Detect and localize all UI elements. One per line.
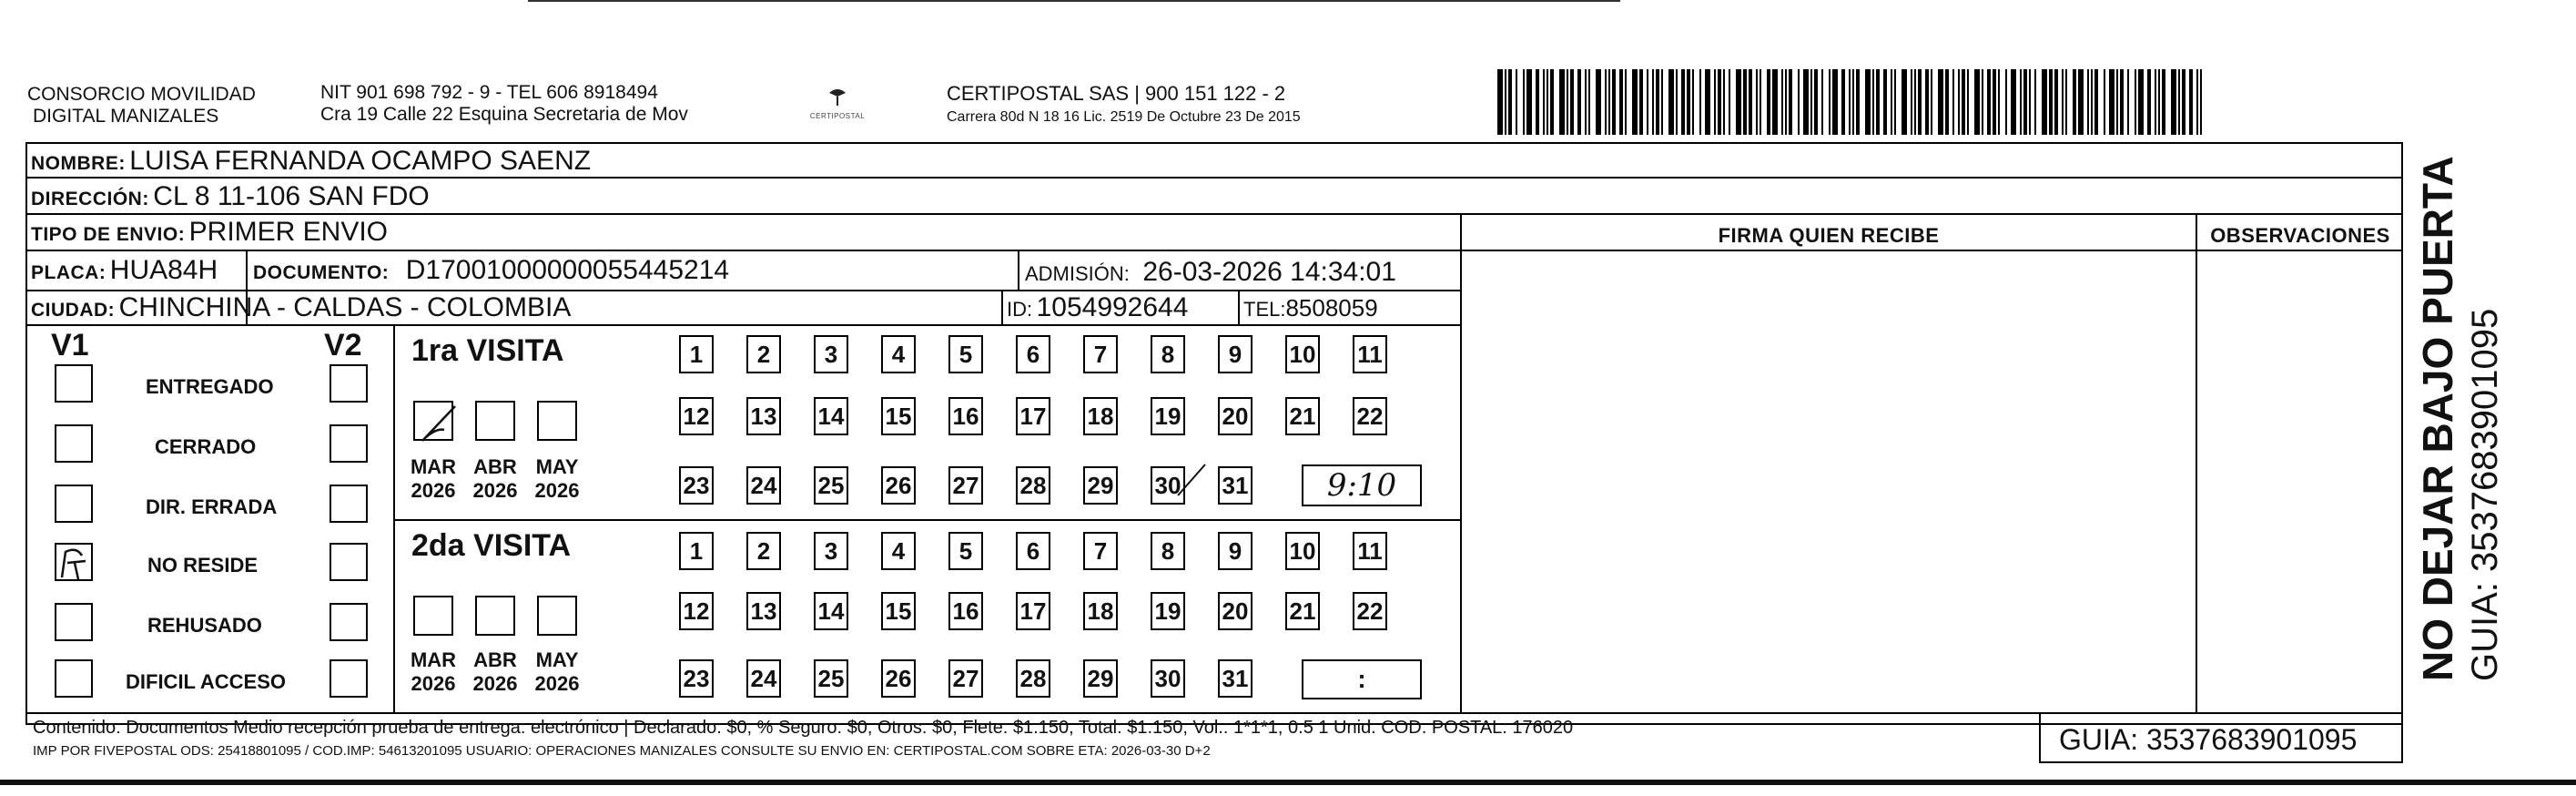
barcode-bar <box>1608 69 1610 135</box>
barcode-bar <box>1902 69 1907 135</box>
day-checkbox[interactable]: 27 <box>948 466 983 505</box>
month-label <box>406 455 461 503</box>
day-checkbox[interactable]: 13 <box>746 397 781 435</box>
month-checkbox[interactable] <box>475 596 515 636</box>
imp-text: IMP POR FIVEPOSTAL ODS: 25418801095 / COD.IMP: 54613201095 USUARIO: OPERACIONES MANIZALES CONSULTE SU ENVIO EN: CERTIPOSTAL.COM SOBRE ETA: 2026-03-30 D+2 <box>33 743 1211 759</box>
col-line <box>1001 290 1003 324</box>
barcode-bar <box>1962 69 1965 135</box>
day-checkbox[interactable]: 23 <box>679 659 714 698</box>
barcode-bar <box>1785 69 1787 135</box>
month-label <box>530 648 584 696</box>
day-checkbox[interactable]: 16 <box>948 397 983 435</box>
barcode-bar <box>1914 69 1916 135</box>
day-checkbox[interactable]: 5 <box>948 335 983 373</box>
status-label: CERRADO <box>155 435 257 458</box>
admision-label: ADMISIÓN: <box>1025 262 1130 285</box>
day-checkbox[interactable]: 31 <box>1218 659 1253 698</box>
barcode-bar <box>2127 69 2129 135</box>
barcode-bar <box>1681 69 1685 135</box>
day-checkbox[interactable]: 9 <box>1218 532 1253 570</box>
firma-label: FIRMA QUIEN RECIBE <box>1718 224 1940 247</box>
day-checkbox[interactable]: 21 <box>1285 397 1320 435</box>
barcode-bar <box>2011 69 2016 135</box>
courier-info <box>947 82 1301 126</box>
barcode-bar <box>1577 69 1581 135</box>
barcode-bar <box>1714 69 1716 135</box>
day-checkbox[interactable]: 8 <box>1151 532 1185 570</box>
day-checkbox[interactable]: 28 <box>1016 466 1050 505</box>
barcode-bar <box>2073 69 2076 135</box>
barcode-bar <box>2091 69 2093 135</box>
month-label <box>468 648 522 696</box>
day-checkbox[interactable]: 13 <box>746 592 781 630</box>
barcode-bar <box>1547 69 1548 135</box>
status-checkbox-v2[interactable] <box>330 424 368 463</box>
barcode-bar <box>2196 69 2198 135</box>
barcode-bar <box>2200 69 2202 135</box>
first-visit-title: 1ra VISITA <box>411 333 564 368</box>
tipo-envio-field <box>31 217 388 248</box>
pen-strike-icon <box>1174 459 1211 505</box>
id-field <box>1007 292 1188 323</box>
day-checkbox[interactable]: 21 <box>1285 592 1320 630</box>
day-checkbox[interactable]: 30 <box>1151 466 1185 505</box>
status-label: REHUSADO <box>147 614 262 637</box>
ciudad-value: CHINCHINA - CALDAS - COLOMBIA <box>118 292 572 322</box>
status-checkbox-v1[interactable] <box>55 603 93 641</box>
barcode-bar <box>1619 69 1623 135</box>
barcode-bar <box>1570 69 1574 135</box>
month-name: MAR <box>410 648 457 671</box>
day-checkbox[interactable]: 20 <box>1218 397 1253 435</box>
barcode-bar <box>2020 69 2022 135</box>
barcode-bar <box>2116 69 2118 135</box>
bottom-edge-line <box>0 780 2576 785</box>
barcode-bar <box>2029 69 2031 135</box>
barcode-bar <box>2162 69 2165 135</box>
ciudad-field <box>31 292 571 323</box>
placa-field <box>31 255 218 286</box>
barcode-bar <box>1883 69 1887 135</box>
barcode-bar <box>2147 69 2151 135</box>
barcode-bar <box>1567 69 1568 135</box>
barcode-bar <box>1810 69 1812 135</box>
second-time-box <box>1302 659 1422 699</box>
nombre-value: LUISA FERNANDA OCAMPO SAENZ <box>129 146 592 176</box>
barcode-bar <box>1974 69 1980 135</box>
barcode-bar <box>1925 69 1929 135</box>
day-checkbox[interactable]: 25 <box>814 466 848 505</box>
day-checkbox[interactable]: 26 <box>881 659 916 698</box>
company-info <box>320 82 688 126</box>
day-checkbox[interactable]: 15 <box>881 592 916 630</box>
firma-header <box>1462 224 2196 248</box>
barcode-bar <box>1647 69 1648 135</box>
month-name: MAR <box>410 455 457 478</box>
barcode-bar <box>2054 69 2058 135</box>
day-checkbox[interactable]: 11 <box>1353 532 1387 570</box>
month-checkbox[interactable] <box>537 401 577 441</box>
col-line <box>2196 213 2197 712</box>
barcode-bar <box>1526 69 1532 135</box>
barcode-bar <box>2171 69 2176 135</box>
barcode-bar <box>1865 69 1871 135</box>
barcode-bar <box>2189 69 2193 135</box>
barcode-bar <box>1821 69 1823 135</box>
status-label: DIR. ERRADA <box>146 495 278 518</box>
barcode-bar <box>1676 69 1678 135</box>
day-checkbox[interactable]: 6 <box>1016 335 1050 373</box>
barcode-bar <box>1931 69 1932 135</box>
month-year: 2026 <box>534 479 580 502</box>
day-checkbox[interactable]: 4 <box>881 335 916 373</box>
barcode-bar <box>1639 69 1643 135</box>
barcode-bar <box>2138 69 2144 135</box>
address-line: Cra 19 Calle 22 Esquina Secretaria de Mov <box>320 104 688 125</box>
day-checkbox[interactable]: 23 <box>679 466 714 505</box>
barcode-bar <box>1772 69 1778 135</box>
day-checkbox[interactable]: 4 <box>881 532 916 570</box>
barcode-bar <box>1841 69 1845 135</box>
row-line <box>25 213 2403 215</box>
day-checkbox[interactable]: 12 <box>679 397 714 435</box>
company-name <box>27 84 256 128</box>
day-checkbox[interactable]: 29 <box>1083 466 1118 505</box>
day-checkbox[interactable]: 10 <box>1285 335 1320 373</box>
day-checkbox[interactable]: 10 <box>1285 532 1320 570</box>
contenido-text: Contenido: Documentos Medio recepción prueba de entrega: electrónico | Declarado: $0, % Seguro: $0, Otros: $0, Flete: $1.150, Total: $1.150, Vol.: 1*1*1, 0.5 1 Unid. COD. POSTAL: 176020 <box>33 718 1574 738</box>
day-checkbox[interactable]: 29 <box>1083 659 1118 698</box>
side-guia-text: GUIA: 3537683901095 <box>2465 308 2505 681</box>
barcode-bar <box>1876 69 1880 135</box>
barcode-bar <box>1699 69 1701 135</box>
barcode-bar <box>1596 69 1601 135</box>
admision-field <box>1025 257 1396 288</box>
barcode-bar <box>1872 69 1874 135</box>
barcode-bar <box>2065 69 2067 135</box>
barcode-bar <box>1945 69 1949 135</box>
barcode-bar <box>1559 69 1565 135</box>
month-name: MAY <box>535 455 579 478</box>
observaciones-label: OBSERVACIONES <box>2210 224 2390 247</box>
day-checkbox[interactable]: 1 <box>679 532 714 570</box>
barcode-bar <box>1958 69 1960 135</box>
status-checkbox-v1[interactable] <box>55 659 93 698</box>
day-checkbox[interactable]: 27 <box>948 659 983 698</box>
month-year: 2026 <box>534 672 580 695</box>
observaciones-header <box>2197 224 2403 248</box>
day-checkbox[interactable]: 9 <box>1218 335 1253 373</box>
month-name: ABR <box>473 648 517 671</box>
barcode-bar <box>1856 69 1860 135</box>
col-line <box>1018 250 1019 290</box>
month-name: MAY <box>535 648 579 671</box>
status-label: DIFICIL ACCESO <box>126 670 287 693</box>
month-year: 2026 <box>411 672 456 695</box>
day-checkbox[interactable]: 14 <box>814 592 848 630</box>
day-checkbox[interactable]: 28 <box>1016 659 1050 698</box>
courier-line: CERTIPOSTAL SAS | 900 151 122 - 2 <box>947 82 1286 105</box>
direccion-value: CL 8 11-106 SAN FDO <box>153 181 430 211</box>
barcode-bar <box>1605 69 1607 135</box>
col-line <box>246 250 248 290</box>
barcode-bar <box>1781 69 1783 135</box>
barcode-bar <box>1756 69 1758 135</box>
barcode-bar <box>2042 69 2047 135</box>
barcode-bar <box>1652 69 1654 135</box>
barcode-bar <box>2078 69 2084 135</box>
barcode-bar <box>2005 69 2007 135</box>
status-checkbox-v2[interactable] <box>330 543 368 581</box>
barcode-bar <box>2094 69 2098 135</box>
logo-text: CERTIPOSTAL <box>809 112 866 120</box>
barcode-bar <box>1705 69 1710 135</box>
documento-label: DOCUMENTO: <box>253 262 390 283</box>
company-line-1: CONSORCIO MOVILIDAD <box>27 84 256 105</box>
barcode-bar <box>1743 69 1747 135</box>
tel-label: TEL: <box>1243 298 1286 321</box>
col-line <box>393 324 395 712</box>
barcode-bar <box>1497 69 1503 135</box>
barcode-bar <box>1789 69 1792 135</box>
barcode-bar <box>1749 69 1752 135</box>
day-checkbox[interactable]: 22 <box>1353 397 1387 435</box>
barcode-bar <box>1767 69 1770 135</box>
day-checkbox[interactable]: 14 <box>814 397 848 435</box>
barcode-bar <box>1852 69 1854 135</box>
barcode-bar <box>1585 69 1587 135</box>
day-checkbox[interactable]: 17 <box>1016 397 1050 435</box>
day-checkbox[interactable]: 31 <box>1218 466 1253 505</box>
pen-check-icon <box>419 401 464 446</box>
barcode-bar <box>1938 69 1943 135</box>
second-visit-title: 2da VISITA <box>411 528 572 563</box>
barcode-bar <box>1982 69 1983 135</box>
status-checkbox-v1[interactable] <box>55 424 93 463</box>
barcode-bar <box>1505 69 1506 135</box>
day-checkbox[interactable]: 26 <box>881 466 916 505</box>
side-warning <box>2412 156 2507 681</box>
barcode <box>1497 69 2216 135</box>
row-line <box>393 519 1462 521</box>
barcode-bar <box>1849 69 1851 135</box>
barcode-bar <box>2049 69 2053 135</box>
day-checkbox[interactable]: 25 <box>814 659 848 698</box>
day-checkbox[interactable]: 6 <box>1016 532 1050 570</box>
nit-line: NIT 901 698 792 - 9 - TEL 606 8918494 <box>320 82 658 103</box>
day-checkbox[interactable]: 12 <box>679 592 714 630</box>
barcode-bar <box>1952 69 1954 135</box>
documento-field <box>253 255 729 286</box>
barcode-bar <box>1625 69 1627 135</box>
barcode-bar <box>1891 69 1892 135</box>
admision-value: 26-03-2026 14:34:01 <box>1142 257 1396 287</box>
status-checkbox-v2[interactable] <box>330 364 368 403</box>
barcode-bar <box>1550 69 1554 135</box>
status-checkbox-v2[interactable] <box>330 659 368 698</box>
barcode-bar <box>2023 69 2027 135</box>
company-line-2: DIGITAL MANIZALES <box>33 106 219 127</box>
day-checkbox[interactable]: 20 <box>1218 592 1253 630</box>
v2-label: V2 <box>324 328 362 362</box>
barcode-bar <box>1918 69 1922 135</box>
day-checkbox[interactable]: 2 <box>746 335 781 373</box>
pen-mark-icon <box>55 543 95 585</box>
id-label: ID: <box>1007 298 1033 321</box>
status-label: NO RESIDE <box>147 554 259 577</box>
second-time-value: : <box>1357 665 1366 693</box>
direccion-field <box>31 181 430 212</box>
tipo-value: PRIMER ENVIO <box>188 217 389 247</box>
guia-footer: GUIA: 3537683901095 <box>2059 723 2358 756</box>
barcode-bar <box>2062 69 2064 135</box>
day-checkbox[interactable]: 8 <box>1151 335 1185 373</box>
barcode-bar <box>2155 69 2156 135</box>
ciudad-label: CIUDAD: <box>31 300 116 321</box>
first-time-value: 9:10 <box>1326 467 1397 504</box>
month-year: 2026 <box>472 672 518 695</box>
day-checkbox[interactable]: 3 <box>814 532 848 570</box>
nombre-label: NOMBRE: <box>31 153 126 174</box>
day-checkbox[interactable]: 7 <box>1083 532 1118 570</box>
barcode-bar <box>1832 69 1838 135</box>
day-checkbox[interactable]: 7 <box>1083 335 1118 373</box>
day-checkbox[interactable]: 15 <box>881 397 916 435</box>
barcode-bar <box>2178 69 2180 135</box>
barcode-bar <box>2158 69 2160 135</box>
month-label <box>468 455 522 503</box>
month-checkbox[interactable] <box>413 596 453 636</box>
barcode-bar <box>1760 69 1761 135</box>
month-name: ABR <box>473 455 517 478</box>
tel-value: 8508059 <box>1285 294 1378 321</box>
row-line <box>25 250 2403 251</box>
id-value: 1054992644 <box>1036 292 1189 322</box>
logo-icon <box>827 87 848 107</box>
barcode-bar <box>1523 69 1525 135</box>
col-line <box>1460 213 1462 712</box>
barcode-bar <box>1661 69 1663 135</box>
barcode-bar <box>1723 69 1725 135</box>
barcode-bar <box>1632 69 1638 135</box>
barcode-bar <box>1692 69 1694 135</box>
barcode-bar <box>1894 69 1896 135</box>
courier-address: Carrera 80d N 18 16 Lic. 2519 De Octubre 23 De 2015 <box>947 109 1301 125</box>
barcode-bar <box>1998 69 2000 135</box>
month-label <box>406 648 461 696</box>
day-checkbox[interactable]: 24 <box>746 466 781 505</box>
barcode-bar <box>1798 69 1800 135</box>
day-checkbox[interactable]: 24 <box>746 659 781 698</box>
barcode-bar <box>1987 69 1991 135</box>
direccion-label: DIRECCIÓN: <box>31 189 149 209</box>
nombre-field <box>31 146 591 177</box>
status-checkbox-v2[interactable] <box>330 485 368 523</box>
barcode-bar <box>1736 69 1741 135</box>
barcode-bar <box>2135 69 2136 135</box>
barcode-bar <box>1967 69 1969 135</box>
month-year: 2026 <box>472 479 518 502</box>
barcode-bar <box>2104 69 2105 135</box>
barcode-bar <box>1516 69 1517 135</box>
certipostal-logo <box>806 87 869 120</box>
barcode-bar <box>1814 69 1818 135</box>
day-checkbox[interactable]: 2 <box>746 532 781 570</box>
barcode-bar <box>1803 69 1809 135</box>
documento-value: D17001000000055445214 <box>405 255 730 285</box>
day-checkbox[interactable]: 3 <box>814 335 848 373</box>
barcode-bar <box>1729 69 1730 135</box>
tipo-label: TIPO DE ENVIO: <box>31 224 186 245</box>
status-checkbox-v1[interactable] <box>55 364 93 403</box>
barcode-bar <box>1612 69 1616 135</box>
first-time-box <box>1302 464 1422 506</box>
barcode-bar <box>2120 69 2124 135</box>
barcode-bar <box>2087 69 2089 135</box>
day-checkbox[interactable]: 22 <box>1353 592 1387 630</box>
v1-label: V1 <box>51 328 89 362</box>
day-checkbox[interactable]: 18 <box>1083 397 1118 435</box>
placa-value: HUA84H <box>109 255 218 285</box>
barcode-bar <box>1543 69 1545 135</box>
row-line <box>25 324 1462 326</box>
barcode-bar <box>1829 69 1831 135</box>
day-checkbox[interactable]: 19 <box>1151 397 1185 435</box>
placa-label: PLACA: <box>31 262 106 283</box>
tel-field <box>1243 294 1378 322</box>
day-checkbox[interactable]: 18 <box>1083 592 1118 630</box>
side-warning-text: NO DEJAR BAJO PUERTA <box>2414 156 2461 681</box>
barcode-bar <box>1911 69 1912 135</box>
barcode-bar <box>1687 69 1690 135</box>
status-checkbox-v1[interactable] <box>55 485 93 523</box>
barcode-bar <box>2109 69 2115 135</box>
barcode-bar <box>1668 69 1674 135</box>
status-checkbox-v2[interactable] <box>330 603 368 641</box>
day-checkbox[interactable]: 19 <box>1151 592 1185 630</box>
col-line <box>1238 290 1240 324</box>
barcode-bar <box>1536 69 1539 135</box>
day-checkbox[interactable]: 5 <box>948 532 983 570</box>
barcode-bar <box>1508 69 1512 135</box>
day-checkbox[interactable]: 30 <box>1151 659 1185 698</box>
day-checkbox[interactable]: 1 <box>679 335 714 373</box>
month-label <box>530 455 584 503</box>
barcode-bar <box>2182 69 2186 135</box>
month-year: 2026 <box>411 479 456 502</box>
top-cut-line <box>528 0 1620 2</box>
day-checkbox[interactable]: 11 <box>1353 335 1387 373</box>
day-checkbox[interactable]: 17 <box>1016 592 1050 630</box>
barcode-bar <box>1993 69 1996 135</box>
month-checkbox[interactable] <box>537 596 577 636</box>
barcode-bar <box>1588 69 1590 135</box>
row-line <box>25 290 1462 291</box>
day-checkbox[interactable]: 16 <box>948 592 983 630</box>
barcode-bar <box>1718 69 1721 135</box>
barcode-bar <box>2034 69 2036 135</box>
row-line <box>25 177 2403 179</box>
month-checkbox[interactable] <box>475 401 515 441</box>
status-label: ENTREGADO <box>146 375 274 398</box>
barcode-bar <box>1656 69 1659 135</box>
